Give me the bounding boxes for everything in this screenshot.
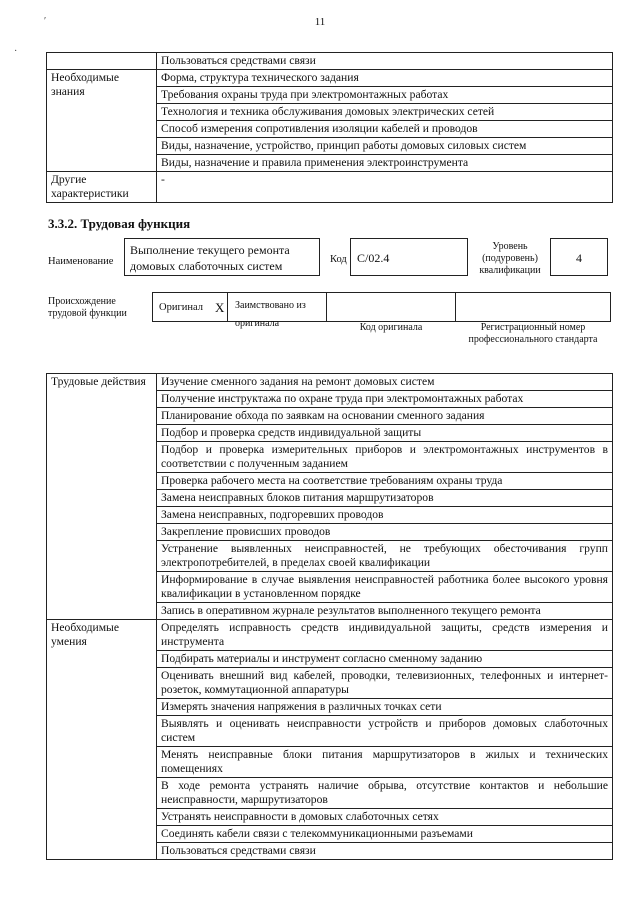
section-heading: 3.3.2. Трудовая функция (48, 216, 191, 231)
row-label: Необходимые знания (47, 70, 157, 172)
function-table (46, 373, 613, 860)
row-item: Замена неисправных блоков питания маршрутизаторов (157, 490, 613, 507)
row-item: Подбор и проверка средств индивидуальной защиты (157, 425, 613, 442)
corner-mark-left: · (14, 46, 18, 57)
function-name: Выполнение текущего ремонта домовых слаботочных систем (124, 238, 320, 276)
row-item: Проверка рабочего места на соответствие требованиям охраны труда (157, 473, 613, 490)
row-item: Устранение выявленных неисправностей, не требующих обесточивания групп электропотребителей, в пределах своей квалификации (157, 541, 613, 572)
row-label: Необходимые умения (47, 620, 157, 860)
row-item: Устранять неисправности в домовых слаботочных сетях (157, 809, 613, 826)
row-item: Оценивать внешний вид кабелей, проводки, телевизионных, телефонных и интернет-розеток, коммутационной аппаратуры (157, 668, 613, 699)
row-item: Получение инструктажа по охране труда при электромонтажных работах (157, 391, 613, 408)
page-number: 11 (314, 16, 326, 28)
row-label: Другие характеристики (47, 172, 157, 203)
row-item: Пользоваться средствами связи (157, 53, 613, 70)
original-cell (152, 292, 228, 322)
corner-mark-top: ′ (44, 16, 47, 27)
row-label (47, 53, 157, 70)
row-item: В ходе ремонта устранять наличие обрыва, отсутствие контактов и небольшие неисправности, маршрутизаторов (157, 778, 613, 809)
row-item: Определять исправность средств индивидуальной защиты, средств измерения и инструмента (157, 620, 613, 651)
row-item: Требования охраны труда при электромонтажных работах (157, 87, 613, 104)
table-row (47, 620, 613, 651)
code-original-caption: Код оригинала (359, 322, 423, 333)
row-item: Пользоваться средствами связи (157, 843, 613, 860)
original-label: Оригинал (159, 302, 203, 313)
row-item: Закрепление провисших проводов (157, 524, 613, 541)
row-item: Форма, структура технического задания (157, 70, 613, 87)
borrowed-label: Заимствовано из оригинала (235, 300, 306, 329)
table-row (47, 53, 613, 70)
row-item: Технология и техника обслуживания домовых электрических сетей (157, 104, 613, 121)
row-item: - (157, 172, 613, 203)
row-item: Подбирать материалы и инструмент согласно сменному заданию (157, 651, 613, 668)
borrowed-cell (227, 292, 327, 329)
row-item: Изучение сменного задания на ремонт домовых систем (157, 374, 613, 391)
code-original-cell (326, 292, 456, 322)
row-item: Менять неисправные блоки питания маршрутизаторов в жилых и технических помещениях (157, 747, 613, 778)
row-item: Выявлять и оценивать неисправности устройств и приборов домовых слаботочных систем (157, 716, 613, 747)
origin-label: Происхождение трудовой функции (48, 296, 127, 319)
row-item: Соединять кабели связи с телекоммуникационными разъемами (157, 826, 613, 843)
row-item: Информирование в случае выявления неисправностей работника более высокого уровня квалификации в установленном порядке (157, 572, 613, 603)
code-value: С/02.4 (350, 238, 468, 276)
row-item: Виды, назначение, устройство, принцип работы домовых силовых систем (157, 138, 613, 155)
row-item: Планирование обхода по заявкам на основании сменного задания (157, 408, 613, 425)
row-item: Запись в оперативном журнале результатов выполненного текущего ремонта (157, 603, 613, 620)
level-value: 4 (550, 238, 608, 276)
reg-number-cell (455, 292, 611, 322)
table-row (47, 172, 613, 203)
reg-number-caption: Регистрационный номер профессионального стандарта (468, 322, 598, 345)
row-item: Измерять значения напряжения в различных точках сети (157, 699, 613, 716)
level-label: Уровень (подуровень) квалификации (479, 241, 541, 276)
table-row (47, 70, 613, 87)
row-item: Подбор и проверка измерительных приборов и электромонтажных инструментов в соответствии с полученным заданием (157, 442, 613, 473)
knowledge-table (46, 52, 613, 203)
code-label: Код (330, 254, 347, 265)
row-item: Виды, назначение и правила применения электроинструмента (157, 155, 613, 172)
row-item: Способ измерения сопротивления изоляции кабелей и проводов (157, 121, 613, 138)
table-row (47, 374, 613, 391)
name-label: Наименование (48, 256, 114, 267)
row-item: Замена неисправных, подгоревших проводов (157, 507, 613, 524)
row-label: Трудовые действия (47, 374, 157, 620)
original-mark: X (215, 300, 225, 315)
